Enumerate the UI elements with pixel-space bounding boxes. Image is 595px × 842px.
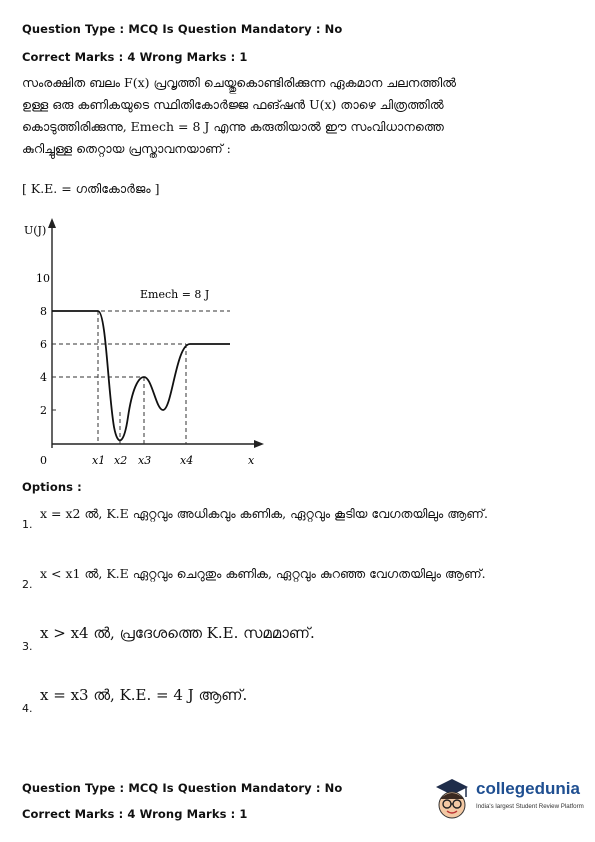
origin-label: 0: [40, 454, 47, 467]
x-tick: x1: [92, 454, 106, 467]
collegedunia-logo: [430, 775, 590, 825]
option-number: 1.: [22, 518, 33, 531]
x-tick: x2: [114, 454, 128, 467]
y-axis-label: U(J): [24, 224, 47, 237]
option-4-text[interactable]: x = x3 ൽ, K.E. = 4 J ആണ്.: [40, 686, 248, 704]
x-axis-arrow: [254, 440, 264, 448]
x-axis-label: x: [248, 454, 255, 467]
option-3-text[interactable]: x > x4 ൽ, പ്രദേശത്തെ K.E. സമമാണ്.: [40, 624, 315, 642]
y-axis-arrow: [48, 218, 56, 228]
question-meta-marks: Correct Marks : 4 Wrong Marks : 1: [22, 807, 248, 821]
y-tick: 2: [40, 404, 47, 417]
question-text: സംരക്ഷിത ബലം F(x) പ്രവൃത്തി ചെയ്തുകൊണ്ടിരിക്കുന്ന ഏകമാന ചലനത്തിൽ ഉള്ള ഒരു കണികയുടെ സ്ഥിതികോർജ്ജ ഫങ്ഷൻ U(x) താഴെ ചിത്രത്തിൽ കൊടുത്തിരിക്കുന്നു, Emech = 8 J എന്നു കരുതിയാൽ ഈ സംവിധാനത്തെ കുറിച്ചുള്ള തെറ്റായ പ്രസ്താവനയാണ് :: [22, 75, 457, 156]
student-mascot-icon: [430, 775, 474, 823]
potential-energy-graph: [22, 212, 272, 472]
options-heading: Options :: [22, 480, 82, 494]
y-tick: 10: [36, 272, 50, 285]
logo-name: collegedunia: [476, 779, 580, 798]
option-number: 2.: [22, 578, 33, 591]
ke-note: [ K.E. = ഗതികോർജം ]: [22, 181, 160, 196]
x-tick: x4: [180, 454, 194, 467]
logo-tagline: India's largest Student Review Platform: [476, 803, 584, 810]
question-meta-type: Question Type : MCQ Is Question Mandatory : No: [22, 781, 343, 795]
question-meta-type: Question Type : MCQ Is Question Mandatory : No: [22, 22, 343, 36]
emech-label: Emech = 8 J: [140, 288, 210, 301]
option-number: 4.: [22, 702, 33, 715]
y-tick: 4: [40, 371, 47, 384]
option-number: 3.: [22, 640, 33, 653]
y-tick: 6: [40, 338, 47, 351]
option-1-text[interactable]: x = x2 ൽ, K.E ഏറ്റവും അധികവും കണിക, ഏറ്റവും കൂടിയ വേഗതയിലും ആണ്.: [40, 506, 488, 521]
y-tick: 8: [40, 305, 47, 318]
potential-curve: [52, 311, 230, 440]
question-meta-marks: Correct Marks : 4 Wrong Marks : 1: [22, 50, 248, 64]
option-2-text[interactable]: x < x1 ൽ, K.E ഏറ്റവും ചെറുതും കണിക, ഏറ്റവും കുറഞ്ഞ വേഗതയിലും ആണ്.: [40, 566, 486, 581]
x-tick: x3: [138, 454, 152, 467]
